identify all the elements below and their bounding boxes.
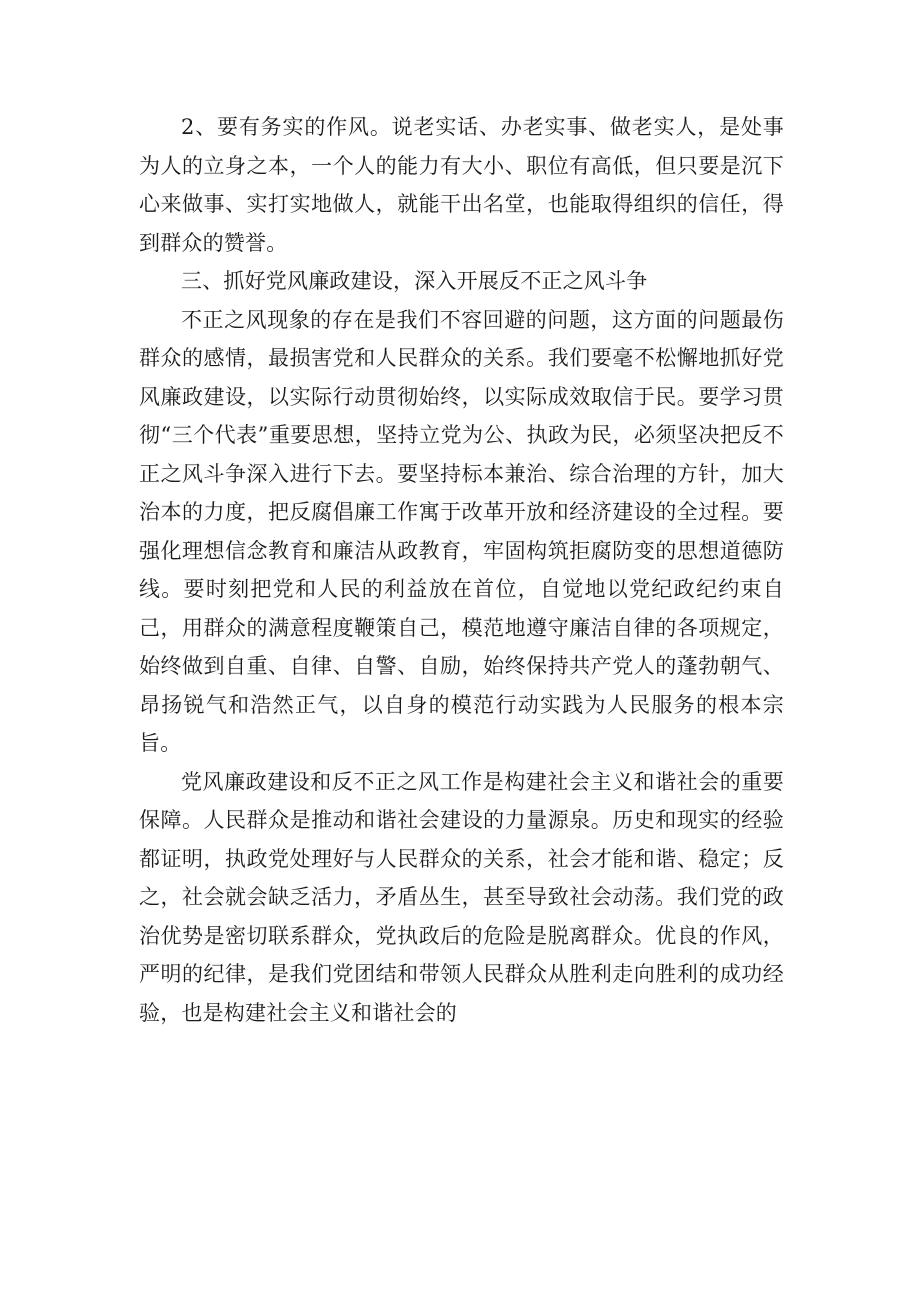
- paragraph-unhealthy-practices: 不正之风现象的存在是我们不容回避的问题，这方面的问题最伤群众的感情，最损害党和人民群众的关系。我们要毫不松懈地抓好党风廉政建设，以实际行动贯彻始终，以实际成效取信于民。要学习贯彻“三个代表”重要思想，坚持立党为公、执政为民，必须坚决把反不正之风斗争深入进行下去。要坚持标本兼治、综合治理的方针，加大治本的力度，把反腐倡廉工作寓于改革开放和经济建设的全过程。要强化理想信念教育和廉洁从政教育，牢固构筑拒腐防变的思想道德防线。要时刻把党和人民的利益放在首位，自觉地以党纪政纪约束自己，用群众的满意程度鞭策自己，模范地遵守廉洁自律的各项规定，始终做到自重、自律、自警、自励，始终保持共产党人的蓬勃朝气、昂扬锐气和浩然正气，以自身的模范行动实践为人民服务的根本宗旨。: [139, 307, 784, 755]
- paragraph-work-style: 2、要有务实的作风。说老实话、办老实事、做老实人，是处事为人的立身之本，一个人的能力有大小、职位有高低，但只要是沉下心来做事、实打实地做人，就能干出名堂，也能取得组织的信任，得到群众的赞誉。: [139, 115, 784, 255]
- paragraph-harmonious-society: 党风廉政建设和反不正之风工作是构建社会主义和谐社会的重要保障。人民群众是推动和谐社会建设的力量源泉。历史和现实的经验都证明，执政党处理好与人民群众的关系，社会才能和谐、稳定；反之，社会就会缺乏活力，矛盾丛生，甚至导致社会动荡。我们党的政治优势是密切联系群众，党执政后的危险是脱离群众。优良的作风，严明的纪律，是我们党团结和带领人民群众从胜利走向胜利的成功经验，也是构建社会主义和谐社会的: [139, 769, 784, 1025]
- section-heading-3: 三、抓好党风廉政建设，深入开展反不正之风斗争: [181, 269, 648, 293]
- document-body: [139, 108, 784, 1032]
